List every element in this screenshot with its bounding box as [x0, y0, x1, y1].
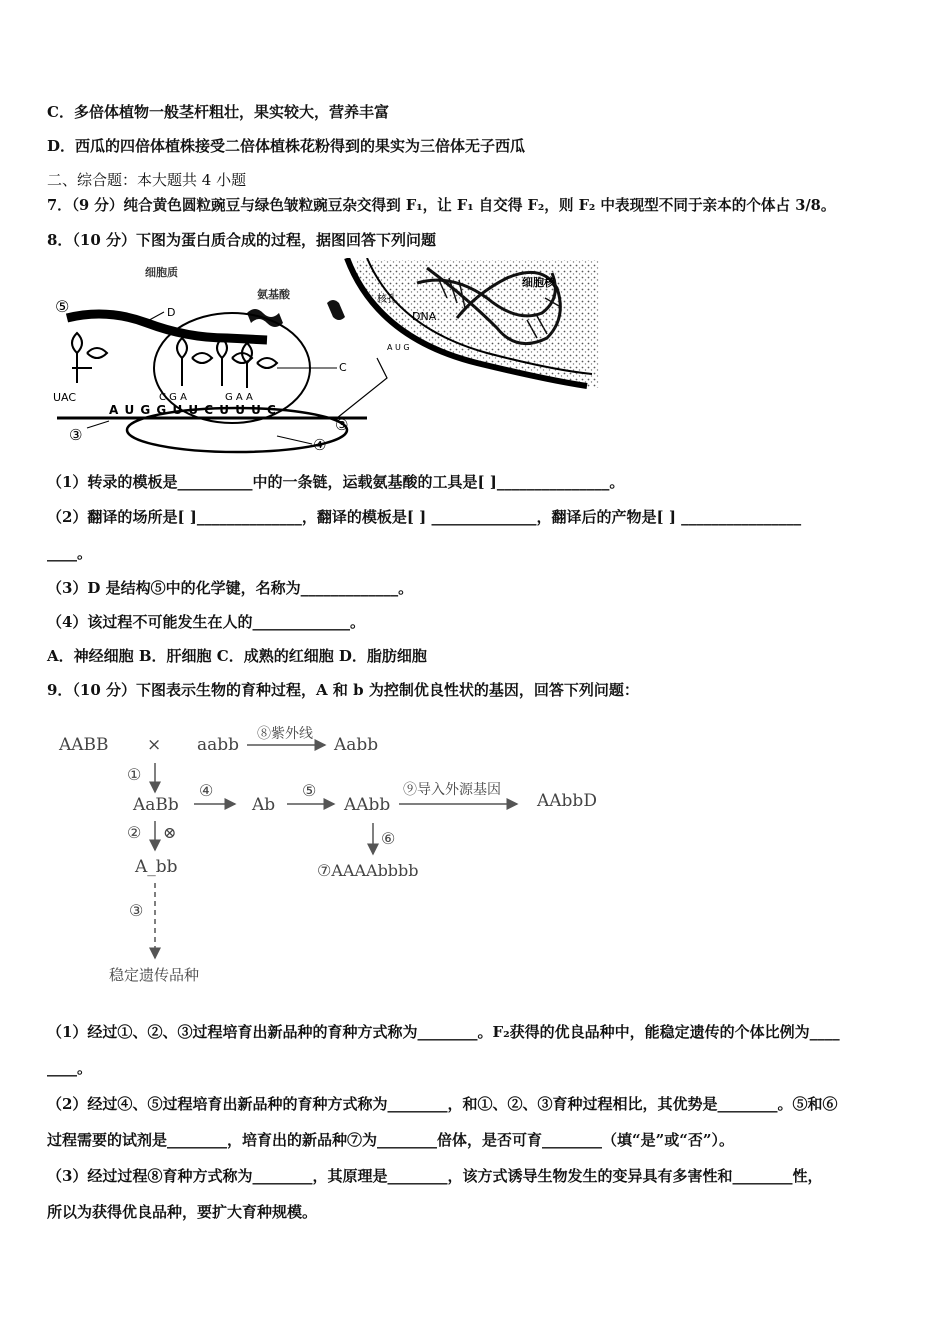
question-9-part-3-cont: 所以为获得优良品种，要扩大育种规模。 [47, 1203, 318, 1221]
mrna-start-label: A U G [387, 343, 410, 352]
genotype-AABB: AABB [59, 735, 109, 755]
genotype-AAbbD: AAbbD [537, 791, 597, 811]
option-c: C．多倍体植物一般茎杆粗壮，果实较大，营养丰富 [47, 103, 389, 121]
label-d: D [167, 306, 176, 319]
mrna-sequence: A U G G U U C U U U C [109, 403, 277, 417]
step-9-label: ⑨导入外源基因 [403, 782, 501, 798]
question-9-part-3: （3）经过过程⑧育种方式称为________，其原理是________，该方式诱导生物发生的变异具有多害性和________性， [47, 1167, 823, 1185]
new-variety-7: ⑦AAAAbbbb [317, 861, 419, 880]
question-8-part-1: （1）转录的模板是__________中的一条链，运载氨基酸的工具是[ ]_______________。 [47, 473, 625, 491]
label-3b: ③ [335, 416, 349, 434]
amino-acid-label: 氨基酸 [257, 288, 290, 301]
question-9-part-1-cont: ____。 [47, 1059, 93, 1077]
question-8-options: A．神经细胞 B．肝细胞 C．成熟的红细胞 D．脂肪细胞 [47, 647, 427, 665]
question-7: 7．（9 分）纯合黄色圆粒豌豆与绿色皱粒豌豆杂交得到 F₁，让 F₁ 自交得 F₂，则 F₂ 中表现型不同于亲本的个体占 3/8。 [47, 197, 836, 214]
cytoplasm-label: 细胞质 [145, 266, 178, 279]
step-3-label: ③ [129, 901, 144, 920]
genotype-aabb: aabb [197, 735, 240, 755]
selfing-symbol: ⊗ [163, 823, 177, 842]
label-4: ④ [313, 436, 327, 454]
genotype-AaBb: AaBb [133, 795, 179, 815]
label-3a: ③ [69, 426, 83, 444]
question-9-part-1: （1）经过①、②、③过程培育出新品种的育种方式称为________。F₂获得的优良品种中，能稳定遗传的个体比例为____ [47, 1023, 840, 1041]
option-d: D．西瓜的四倍体植株接受二倍体植株花粉得到的果实为三倍体无子西瓜 [47, 137, 526, 155]
pore-label: 核孔 [377, 294, 397, 305]
anticodon-gaa: G A A [225, 392, 253, 403]
pointer-4 [277, 436, 312, 444]
pointer-3a [87, 421, 109, 428]
step-4-label: ④ [199, 781, 214, 800]
cross-symbol: × [147, 735, 162, 755]
anticodon-uac: UAC [53, 391, 77, 404]
step-1-label: ① [127, 765, 142, 784]
label-5: ⑤ [55, 297, 70, 316]
question-8-part-2-cont: ____。 [47, 544, 93, 562]
question-8-part-2: （2）翻译的场所是[ ]______________，翻译的模板是[ ] ______________，翻译后的产物是[ ] ________________ [47, 508, 802, 526]
genotype-AAbb: AAbb [344, 795, 391, 815]
nucleus-label: 细胞核 [522, 276, 555, 289]
amino-acid-blob [327, 300, 345, 320]
genotype-Ab: Ab [252, 795, 276, 815]
dna-label: DNA [412, 310, 437, 323]
step-6-label: ⑥ [381, 829, 396, 848]
genotype-A_bb: A_bb [135, 857, 178, 877]
question-9-part-2: （2）经过④、⑤过程培育出新品种的育种方式称为________，和①、②、③育种过程相比，其优势是________。⑤和⑥ [47, 1095, 838, 1113]
label-c: C [339, 361, 347, 374]
protein-synthesis-figure [47, 258, 607, 458]
stable-variety-label: 稳定遗传品种 [109, 966, 200, 984]
question-8-part-4: （4）该过程不可能发生在人的_____________。 [47, 613, 365, 631]
anticodon-cga: C G A [159, 392, 187, 403]
question-8-part-3: （3）D 是结构⑤中的化学键，名称为_____________。 [47, 579, 414, 597]
question-9-part-2-cont: 过程需要的试剂是________，培育出的新品种⑦为________倍体，是否可育________（填“是”或“否”）。 [47, 1131, 735, 1149]
step-8-label: ⑧紫外线 [257, 726, 313, 742]
question-8: 8．（10 分）下图为蛋白质合成的过程，据图回答下列问题 [47, 231, 437, 249]
genotype-Aabb: Aabb [334, 735, 379, 755]
step-2-label: ② [127, 823, 142, 842]
step-5-label: ⑤ [302, 781, 317, 800]
section-heading: 二、综合题：本大题共 4 小题 [47, 171, 247, 189]
question-9: 9．（10 分）下图表示生物的育种过程，A 和 b 为控制优良性状的基因，回答下列问题： [47, 681, 639, 699]
breeding-process-figure [47, 718, 627, 993]
